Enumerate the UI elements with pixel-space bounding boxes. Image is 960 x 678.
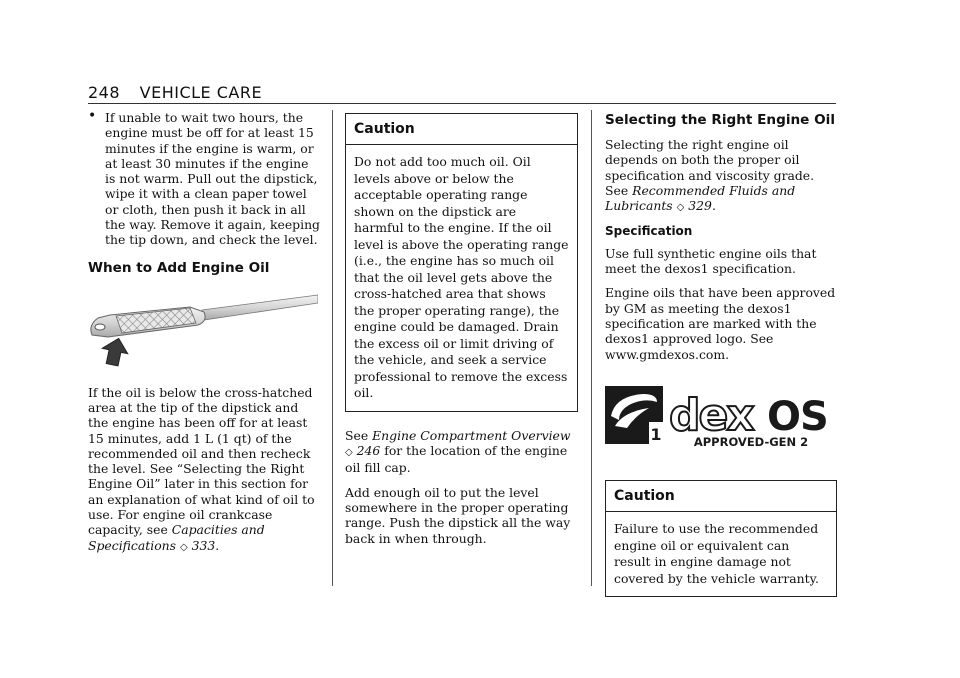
selecting-oil-text: Selecting the right engine oil depends on both the proper oil specification and viscosity grade. See xyxy=(605,137,815,198)
header-rule xyxy=(88,103,836,104)
logo-digit: 1 xyxy=(650,424,662,444)
caution-title: Caution xyxy=(346,114,577,145)
column-divider-2 xyxy=(591,110,592,586)
subheading-specification: Specification xyxy=(605,224,693,239)
xref-capacities-text: Capacities and Specifications xyxy=(88,522,265,553)
see-rest-text: for the location of the engine oil fill cap. xyxy=(345,443,568,476)
specification-paragraph: Use full synthetic engine oils that meet the dexos1 specification. xyxy=(605,245,817,277)
heading-when-to-add-oil: When to Add Engine Oil xyxy=(88,259,270,276)
see-label: See xyxy=(345,427,369,443)
add-oil-paragraph xyxy=(88,385,320,555)
page-header xyxy=(88,83,262,102)
logo-approved-text: APPROVED-GEN 2 xyxy=(693,434,809,449)
bullet-text: If unable to wait two hours, the engine must be off for at least 15 minutes if the engine is warm, or at least 30 minutes if the engine is not warm. Pull out the dipstick, wipe it with a clean paper towel or cloth, then push it back in all the way. Remove it again, keeping the tip down, and check the level. xyxy=(105,110,320,248)
heading-selecting-oil: Selecting the Right Engine Oil xyxy=(605,112,835,128)
selecting-oil-paragraph xyxy=(605,137,837,215)
xref-fluids-page: 329 xyxy=(688,198,712,214)
xref-fluids-link[interactable] xyxy=(605,183,795,213)
page-number: 248 xyxy=(88,83,121,102)
logo-word-os: OS xyxy=(767,393,828,440)
sentence-end: . xyxy=(215,537,220,553)
sentence-end: . xyxy=(711,198,716,214)
xref-capacities-page: 333 xyxy=(191,537,216,553)
column-2 xyxy=(345,110,578,555)
logo-word-dex: dex xyxy=(669,389,753,441)
caution-box-recommended-oil xyxy=(605,480,837,597)
xref-fluids-text: Recommended Fluids and Lubricants xyxy=(605,182,796,214)
approved-oils-paragraph: Engine oils that have been approved by GM as meeting the dexos1 specification are marked with the dexos1 approved logo. See www.gmdexos.com. xyxy=(605,285,836,362)
add-oil-text: If the oil is below the cross-hatched area at the tip of the dipstick and the engine has been off for at least 15 minutes, add 1 L (1 qt) of the recommended oil and then recheck the level. See “Selecting the Right Engine Oil” later in this section for an explanation of what kind of oil to use. For engine oil crankcase capacity, see xyxy=(88,384,315,538)
xref-engine-compartment-page: 246 xyxy=(356,443,381,459)
dexos-approved-logo xyxy=(605,386,837,456)
bullet-item xyxy=(88,110,320,248)
column-3 xyxy=(605,110,837,597)
add-enough-oil-paragraph: Add enough oil to put the level somewhere in the proper operating range. Push the dipstick all the way back in when through. xyxy=(345,484,571,546)
caution-body: Do not add too much oil. Oil levels above or below the acceptable operating range shown on the dipstick are harmful to the engine. If the oil level is above the operating range (i.e., the engine has so much oil that the oil level gets above the cross-hatched area that shows the proper operating range), the engine could be damaged. Drain the excess oil or limit driving of the vehicle, and seek a service professional to remove the excess oil. xyxy=(354,154,569,401)
page-ref-arrow-icon: ◇ xyxy=(676,202,685,214)
section-title: VEHICLE CARE xyxy=(139,83,263,102)
xref-engine-compartment-text: Engine Compartment Overview xyxy=(372,427,571,443)
caution-box-overfill xyxy=(345,113,578,412)
bullet-dot: • xyxy=(88,108,97,124)
column-divider-1 xyxy=(332,110,333,586)
page-ref-arrow-icon: ◇ xyxy=(179,541,188,553)
caution-body: Failure to use the recommended engine oil or equivalent can result in engine damage not covered by the vehicle warranty. xyxy=(614,521,819,586)
see-engine-compartment-paragraph xyxy=(345,428,578,476)
caution-title: Caution xyxy=(606,481,836,512)
column-1 xyxy=(88,110,320,564)
dipstick-illustration xyxy=(86,285,318,373)
page-ref-arrow-icon: ◇ xyxy=(345,447,353,459)
